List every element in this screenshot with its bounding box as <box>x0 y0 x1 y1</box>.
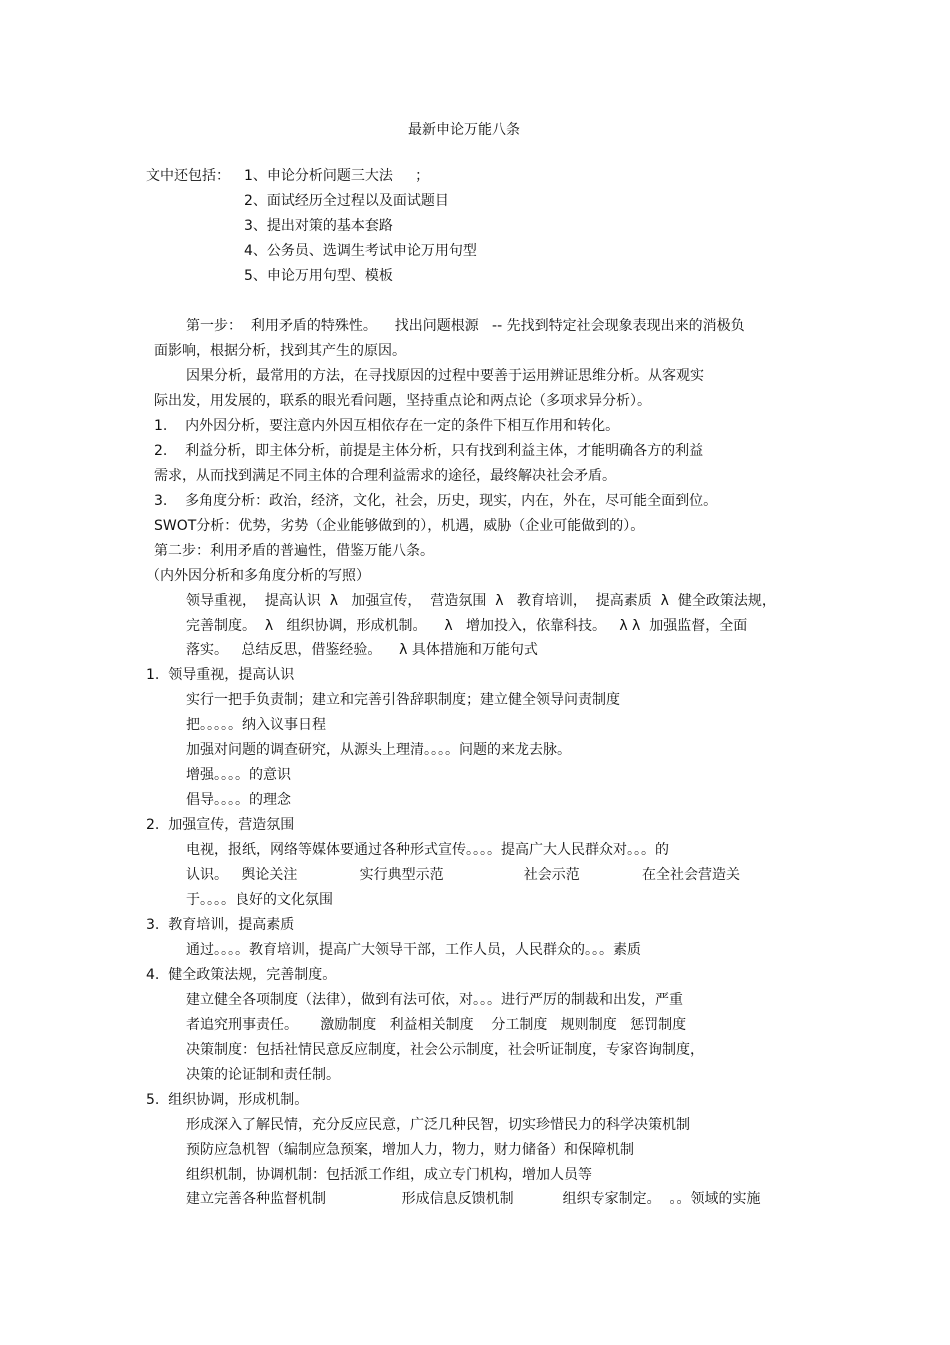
section-heading: 5. 组织协调，形成机制。 <box>146 1092 309 1108</box>
step2-heading: 第二步：利用矛盾的普遍性，借鉴万能八条。 <box>154 543 434 559</box>
eight-points-line: 落实。 总结反思，借鉴经验。 λ 具体措施和万能句式 <box>186 642 538 658</box>
body-line: 者追究刑事责任。 激励制度 利益相关制度 分工制度 规则制度 惩罚制度 <box>186 1017 687 1033</box>
numbered-item: 2. 利益分析，即主体分析，前提是主体分析，只有找到利益主体，才能明确各方的利益 <box>154 443 704 459</box>
body-line: 于。。。。良好的文化氛围 <box>186 892 333 908</box>
body-line: 建立健全各项制度（法律），做到有法可依，对。。。进行严厉的制裁和出发，严重 <box>186 992 683 1008</box>
eight-points-line: 领导重视， 提高认识 λ 加强宣传， 营造氛围 λ 教育培训， 提高素质 λ 健全政策法规， <box>186 593 776 609</box>
body-line: SWOT分析：优势，劣势（企业能够做到的），机遇，威胁（企业可能做到的）。 <box>154 518 645 534</box>
body-line: 形成深入了解民情，充分反应民意，广泛几种民智，切实珍惜民力的科学决策机制 <box>186 1117 690 1133</box>
document-title: 最新申论万能八条 <box>408 122 520 138</box>
body-line: 际出发，用发展的，联系的眼光看问题，坚持重点论和两点论（多项求异分析）。 <box>154 393 651 409</box>
contents-lead: 文中还包括： <box>146 168 230 184</box>
body-line: 通过。。。。教育培训，提高广大领导干部，工作人员，人民群众的。。。素质 <box>186 942 641 958</box>
body-line: （内外因分析和多角度分析的写照） <box>146 568 370 584</box>
body-line: 预防应急机智（编制应急预案，增加人力，物力，财力储备）和保障机制 <box>186 1142 634 1158</box>
contents-item-5: 5、申论万用句型、模板 <box>244 268 393 284</box>
contents-item-1: 1、申论分析问题三大法 ； <box>244 168 430 184</box>
body-line: 电视，报纸，网络等媒体要通过各种形式宣传。。。。提高广大人民群众对。。。的 <box>186 842 669 858</box>
body-line: 实行一把手负责制；建立和完善引咎辞职制度；建立健全领导问责制度 <box>186 692 620 708</box>
body-line: 增强。。。。的意识 <box>186 767 291 783</box>
body-line: 建立完善各种监督机制 形成信息反馈机制 组织专家制定。 。。领域的实施 <box>186 1191 761 1207</box>
contents-item-3: 3、提出对策的基本套路 <box>244 218 393 234</box>
section-heading: 4. 健全政策法规，完善制度。 <box>146 967 337 983</box>
body-line: 加强对问题的调查研究，从源头上理清。。。。问题的来龙去脉。 <box>186 742 571 758</box>
body-line: 决策制度：包括社情民意反应制度，社会公示制度，社会听证制度，专家咨询制度， <box>186 1042 704 1058</box>
body-line: 倡导。。。。的理念 <box>186 792 291 808</box>
eight-points-line: 完善制度。 λ 组织协调，形成机制。 λ 增加投入，依靠科技。 λ λ 加强监督，全面 <box>186 618 748 634</box>
contents-item-2: 2、面试经历全过程以及面试题目 <box>244 193 449 209</box>
section-heading: 2. 加强宣传，营造氛围 <box>146 817 295 833</box>
step1-heading-line: 第一步： 利用矛盾的特殊性。 找出问题根源 -- 先找到特定社会现象表现出来的消极负 <box>186 318 745 334</box>
contents-item-4: 4、公务员、选调生考试申论万用句型 <box>244 243 477 259</box>
body-line: 把。。。。。纳入议事日程 <box>186 717 326 733</box>
numbered-item: 1. 内外因分析，要注意内外因互相依存在一定的条件下相互作用和转化。 <box>154 418 620 434</box>
body-line: 需求，从而找到满足不同主体的合理利益需求的途径，最终解决社会矛盾。 <box>154 468 616 484</box>
section-heading: 3. 教育培训，提高素质 <box>146 917 295 933</box>
body-line: 认识。 舆论关注 实行典型示范 社会示范 在全社会营造关 <box>186 867 741 883</box>
numbered-item: 3. 多角度分析：政治，经济，文化，社会，历史，现实，内在，外在，尽可能全面到位。 <box>154 493 718 509</box>
body-line: 面影响，根据分析，找到其产生的原因。 <box>154 343 406 359</box>
body-line: 决策的论证制和责任制。 <box>186 1067 340 1083</box>
section-heading: 1. 领导重视，提高认识 <box>146 667 295 683</box>
body-line: 组织机制，协调机制：包括派工作组，成立专门机构，增加人员等 <box>186 1167 592 1183</box>
body-line: 因果分析，最常用的方法，在寻找原因的过程中要善于运用辨证思维分析。从客观实 <box>186 368 704 384</box>
